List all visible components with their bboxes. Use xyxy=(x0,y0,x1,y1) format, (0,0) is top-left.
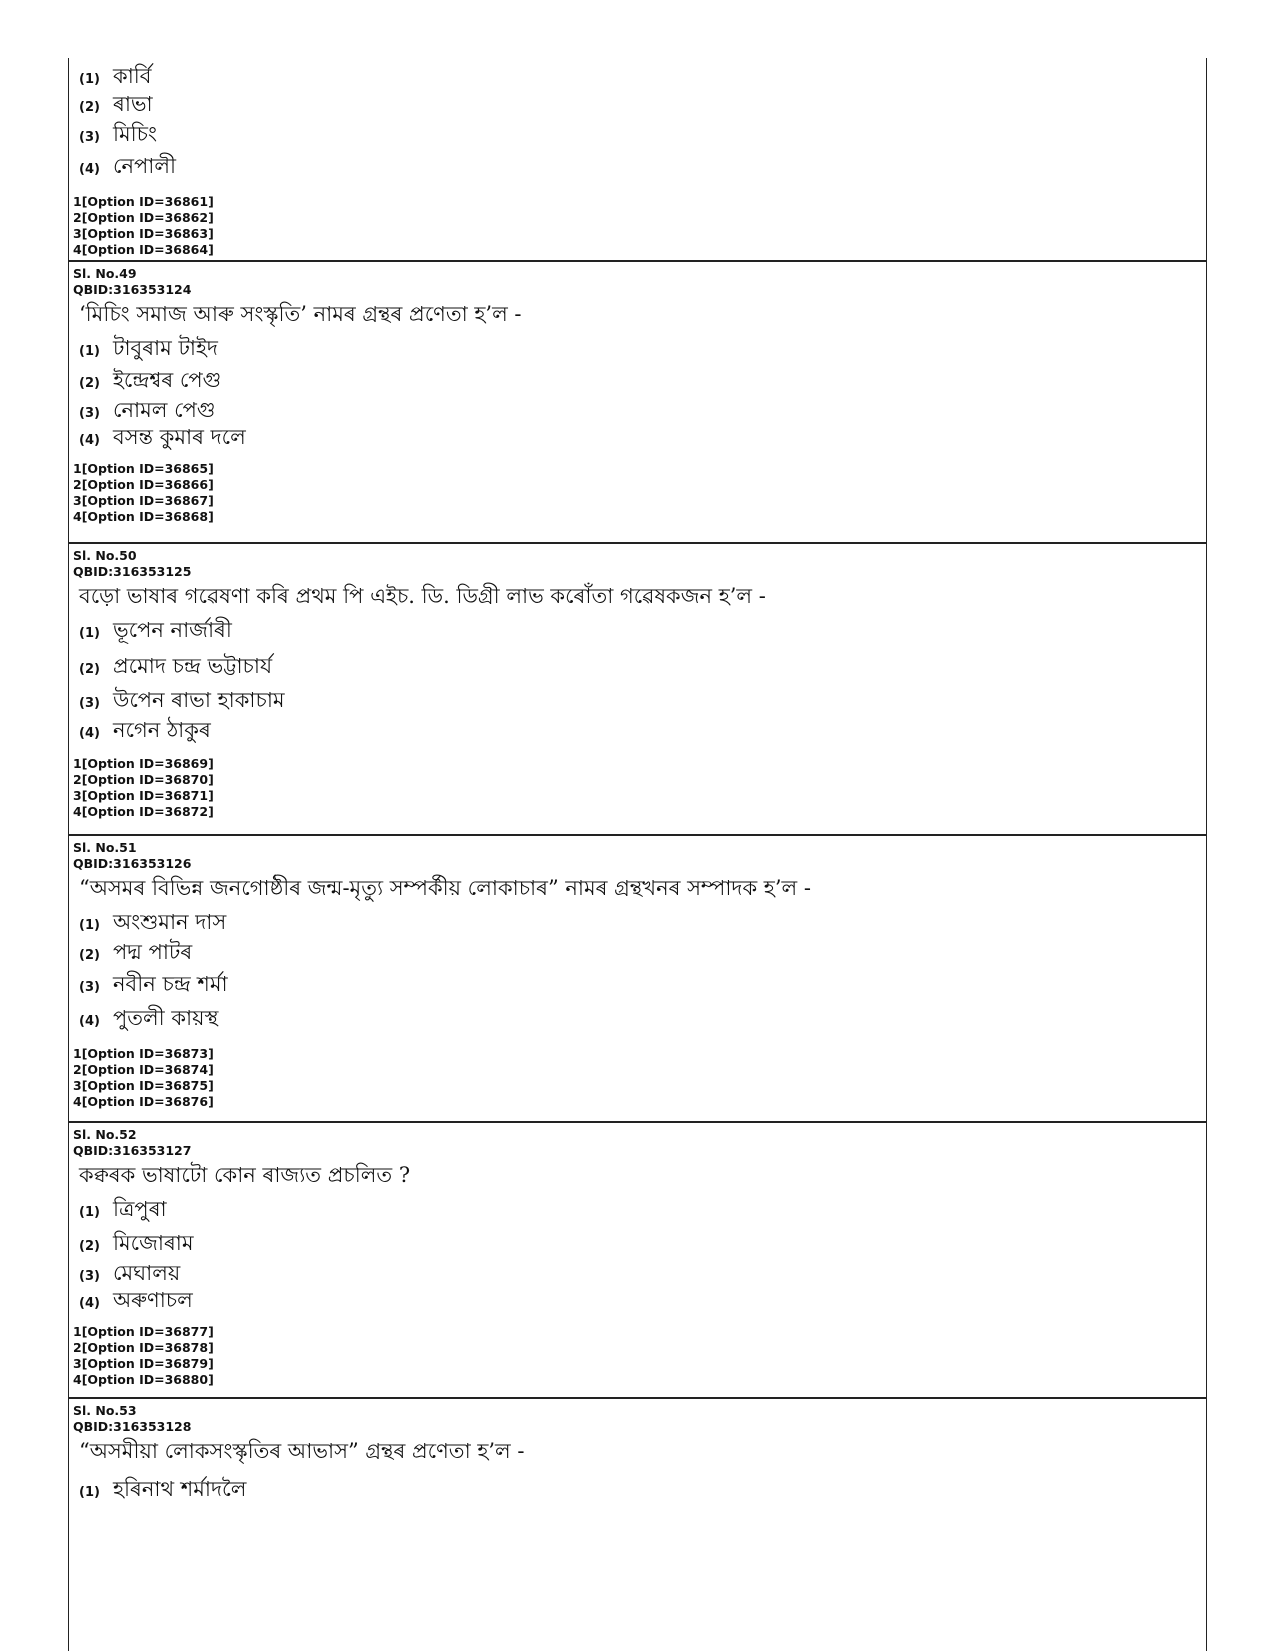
option-number: (2) xyxy=(79,948,100,963)
option-number: (1) xyxy=(79,1205,100,1220)
option-row xyxy=(79,118,1206,150)
option-text: নেপালী xyxy=(113,154,177,178)
option-number: (3) xyxy=(79,980,100,995)
option-number: (4) xyxy=(79,1296,100,1311)
option-number: (4) xyxy=(79,1014,100,1029)
question-block xyxy=(69,834,1206,1121)
option-id-list xyxy=(73,1324,1206,1388)
option-text: মেঘালয় xyxy=(113,1261,181,1285)
option-text: ৰাভা xyxy=(113,92,153,116)
option-text: মিজোৰাম xyxy=(113,1231,194,1255)
question-bank-id: QBID:316353125 xyxy=(73,564,192,579)
question-bank-id: QBID:316353127 xyxy=(73,1143,192,1158)
option-row xyxy=(79,88,1206,118)
option-id: 1[Option ID=36869] xyxy=(73,756,214,771)
option-id-list xyxy=(73,1046,1206,1110)
question-block xyxy=(69,1121,1206,1397)
option-id: 3[Option ID=36863] xyxy=(73,226,214,241)
option-id: 4[Option ID=36868] xyxy=(73,509,214,524)
option-row xyxy=(79,650,1206,684)
option-row xyxy=(79,1284,1206,1312)
serial-number: Sl. No.52 xyxy=(73,1127,137,1142)
option-id: 3[Option ID=36871] xyxy=(73,788,214,803)
serial-number: Sl. No.51 xyxy=(73,840,137,855)
option-number: (2) xyxy=(79,100,100,115)
option-text: অংশুমান দাস xyxy=(113,910,227,934)
option-row xyxy=(79,364,1206,394)
option-id: 2[Option ID=36866] xyxy=(73,477,214,492)
option-number: (1) xyxy=(79,344,100,359)
serial-number: Sl. No.49 xyxy=(73,266,137,281)
option-number: (4) xyxy=(79,433,100,448)
option-text: প্ৰমোদ চন্দ্ৰ ভট্টাচাৰ্য xyxy=(113,654,273,678)
option-row xyxy=(79,332,1206,364)
option-text: কাৰ্বি xyxy=(113,64,152,88)
question-paper-frame xyxy=(68,58,1207,1651)
option-number: (4) xyxy=(79,726,100,741)
option-text: পদ্ম পাটৰ xyxy=(113,940,193,964)
option-text: টাবুৰাম টাইদ xyxy=(113,336,218,360)
option-id: 3[Option ID=36875] xyxy=(73,1078,214,1093)
option-id: 4[Option ID=36872] xyxy=(73,804,214,819)
option-id: 1[Option ID=36873] xyxy=(73,1046,214,1061)
option-text: নবীন চন্দ্ৰ শৰ্মা xyxy=(113,972,228,996)
option-row xyxy=(79,968,1206,1002)
option-row xyxy=(79,150,1206,182)
option-id-list xyxy=(73,194,1206,258)
option-row xyxy=(79,614,1206,650)
option-number: (1) xyxy=(79,626,100,641)
question-bank-id: QBID:316353124 xyxy=(73,282,192,297)
option-number: (1) xyxy=(79,72,100,87)
option-row xyxy=(79,1227,1206,1257)
option-row xyxy=(79,421,1206,449)
option-text: ইন্দ্ৰেশ্বৰ পেগু xyxy=(113,368,222,392)
option-id: 2[Option ID=36874] xyxy=(73,1062,214,1077)
option-row xyxy=(79,906,1206,936)
option-number: (1) xyxy=(79,918,100,933)
option-number: (1) xyxy=(79,1485,100,1500)
option-row xyxy=(79,394,1206,421)
option-number: (4) xyxy=(79,162,100,177)
option-number: (2) xyxy=(79,662,100,677)
option-number: (3) xyxy=(79,696,100,711)
option-text: ত্ৰিপুৰা xyxy=(113,1197,167,1221)
option-id: 4[Option ID=36880] xyxy=(73,1372,214,1387)
question-bank-id: QBID:316353128 xyxy=(73,1419,192,1434)
option-row xyxy=(79,684,1206,714)
option-id: 2[Option ID=36870] xyxy=(73,772,214,787)
option-text: হৰিনাথ শৰ্মাদলৈ xyxy=(113,1477,247,1501)
question-text: বড়ো ভাষাৰ গৱেষণা কৰি প্ৰথম পি এইচ. ডি. ডিগ্ৰী লাভ কৰোঁতা গৱেষকজন হ’ল - xyxy=(79,584,766,608)
option-id: 3[Option ID=36879] xyxy=(73,1356,214,1371)
option-text: পুতলী কায়স্থ xyxy=(113,1006,219,1030)
option-text: ভূপেন নাৰ্জাৰী xyxy=(113,618,232,642)
option-row xyxy=(79,936,1206,968)
question-bank-id: QBID:316353126 xyxy=(73,856,192,871)
serial-number: Sl. No.50 xyxy=(73,548,137,563)
question-text: ‘মিচিং সমাজ আৰু সংস্কৃতি’ নামৰ গ্ৰন্থৰ প্ৰণেতা হ’ল - xyxy=(79,302,522,326)
question-block xyxy=(69,1397,1206,1651)
option-number: (2) xyxy=(79,376,100,391)
option-number: (3) xyxy=(79,1269,100,1284)
question-block xyxy=(69,542,1206,834)
option-text: বসন্ত কুমাৰ দলে xyxy=(113,425,246,449)
option-id: 1[Option ID=36861] xyxy=(73,194,214,209)
option-text: উপেন ৰাভা হাকাচাম xyxy=(113,688,285,712)
option-text: মিচিং xyxy=(113,122,158,146)
option-number: (3) xyxy=(79,130,100,145)
option-id: 2[Option ID=36862] xyxy=(73,210,214,225)
option-text: নোমল পেগু xyxy=(113,398,216,422)
question-text: “অসমীয়া লোকসংস্কৃতিৰ আভাস” গ্ৰন্থৰ প্ৰণেতা হ’ল - xyxy=(79,1439,525,1463)
question-block-partial xyxy=(69,58,1206,258)
option-row xyxy=(79,1193,1206,1227)
option-id: 3[Option ID=36867] xyxy=(73,493,214,508)
option-id: 4[Option ID=36864] xyxy=(73,242,214,257)
option-id: 2[Option ID=36878] xyxy=(73,1340,214,1355)
option-text: অৰুণাচল xyxy=(113,1288,193,1312)
question-text: কক্বৰক ভাষাটো কোন ৰাজ্যত প্ৰচলিত ? xyxy=(79,1163,411,1187)
option-row xyxy=(79,1257,1206,1284)
option-id: 4[Option ID=36876] xyxy=(73,1094,214,1109)
option-number: (2) xyxy=(79,1239,100,1254)
option-number: (3) xyxy=(79,406,100,421)
option-row xyxy=(79,60,1206,88)
question-text: “অসমৰ বিভিন্ন জনগোষ্ঠীৰ জন্ম-মৃত্যু সম্পৰ্কীয় লোকাচাৰ” নামৰ গ্ৰন্থখনৰ সম্পাদক হ’ল - xyxy=(79,876,811,900)
option-id-list xyxy=(73,461,1206,525)
serial-number: Sl. No.53 xyxy=(73,1403,137,1418)
option-id: 1[Option ID=36865] xyxy=(73,461,214,476)
question-block xyxy=(69,260,1206,542)
option-row xyxy=(79,1002,1206,1034)
option-text: নগেন ঠাকুৰ xyxy=(113,718,211,742)
option-id-list xyxy=(73,756,1206,820)
option-id: 1[Option ID=36877] xyxy=(73,1324,214,1339)
option-row xyxy=(79,1473,1206,1505)
